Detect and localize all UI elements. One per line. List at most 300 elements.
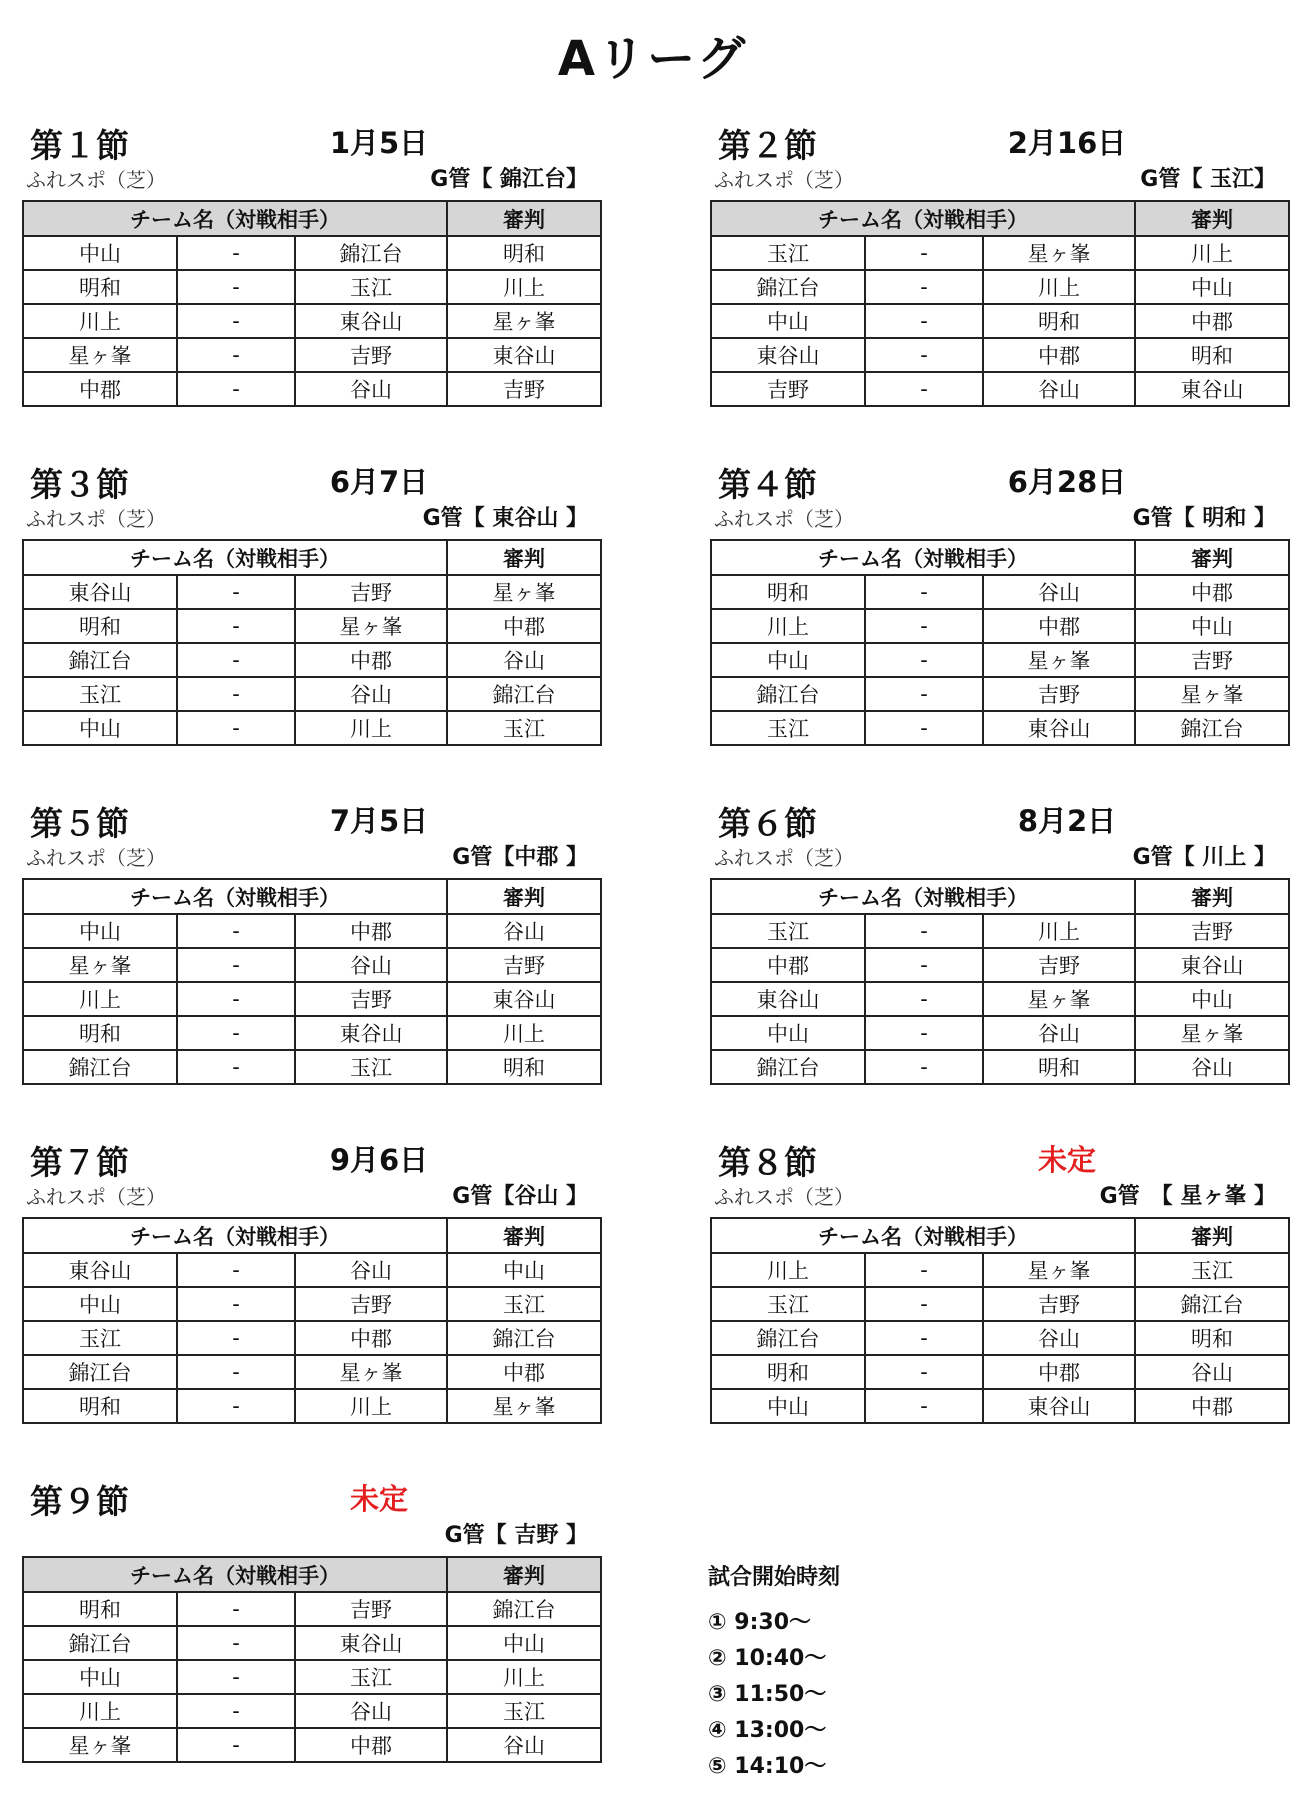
- home-team-cell: 中山: [23, 236, 177, 270]
- away-team-cell: 吉野: [295, 982, 447, 1016]
- referee-cell: 中郡: [1135, 575, 1289, 609]
- home-team-cell: 玉江: [711, 914, 865, 948]
- home-team-cell: 東谷山: [23, 575, 177, 609]
- versus-cell: -: [865, 1253, 983, 1287]
- home-team-cell: 錦江台: [711, 677, 865, 711]
- home-team-cell: 川上: [711, 609, 865, 643]
- home-team-cell: 明和: [23, 609, 177, 643]
- round-block: [22, 459, 600, 779]
- referee-cell: 東谷山: [447, 338, 601, 372]
- away-team-cell: 東谷山: [295, 304, 447, 338]
- versus-cell: -: [177, 1728, 295, 1762]
- away-team-cell: 吉野: [295, 338, 447, 372]
- round-label: 第１節: [30, 126, 129, 165]
- referee-cell: 星ヶ峯: [447, 575, 601, 609]
- home-team-cell: 中山: [711, 1389, 865, 1423]
- table-row: [23, 270, 601, 304]
- away-team-cell: 中郡: [983, 1355, 1135, 1389]
- table-row: [711, 1050, 1289, 1084]
- referee-cell: 星ヶ峯: [1135, 677, 1289, 711]
- table-row: [711, 1253, 1289, 1287]
- ground-manager: G管 【 星ヶ峯 】: [1099, 1184, 1276, 1209]
- schedule-table: [22, 539, 602, 746]
- round-block: [710, 1137, 1288, 1457]
- table-row: [23, 948, 601, 982]
- schedule-table: [22, 1217, 602, 1424]
- referee-cell: 錦江台: [447, 1592, 601, 1626]
- ground-manager: G管【谷山 】: [452, 1184, 588, 1209]
- start-time-item: ② 10:40～: [708, 1646, 827, 1671]
- home-team-cell: 中山: [23, 1660, 177, 1694]
- table-row: [23, 677, 601, 711]
- round-block: [22, 1476, 600, 1796]
- home-team-cell: 中山: [711, 304, 865, 338]
- round-label: 第４節: [718, 465, 817, 504]
- home-team-cell: 中山: [23, 1287, 177, 1321]
- referee-cell: 東谷山: [447, 982, 601, 1016]
- referee-cell: 吉野: [1135, 914, 1289, 948]
- versus-cell: -: [177, 711, 295, 745]
- referee-cell: 錦江台: [1135, 1287, 1289, 1321]
- away-team-cell: 東谷山: [983, 1389, 1135, 1423]
- versus-cell: -: [177, 1016, 295, 1050]
- away-team-cell: 中郡: [295, 643, 447, 677]
- home-team-cell: 中山: [23, 711, 177, 745]
- table-header-row: [23, 879, 601, 914]
- away-team-cell: 星ヶ峯: [983, 236, 1135, 270]
- referee-cell: 谷山: [447, 643, 601, 677]
- round-label: 第２節: [718, 126, 817, 165]
- versus-cell: -: [177, 236, 295, 270]
- table-header-row: [23, 540, 601, 575]
- home-team-cell: 玉江: [23, 1321, 177, 1355]
- table-row: [23, 304, 601, 338]
- versus-cell: -: [865, 1287, 983, 1321]
- ground-manager: G管【 玉江】: [1140, 167, 1276, 192]
- table-header-row: [23, 1218, 601, 1253]
- table-row: [23, 609, 601, 643]
- versus-cell: -: [865, 677, 983, 711]
- away-team-cell: 星ヶ峯: [295, 609, 447, 643]
- referee-cell: 星ヶ峯: [447, 1389, 601, 1423]
- round-label: 第５節: [30, 804, 129, 843]
- ground-manager: G管【 錦江台】: [430, 167, 588, 192]
- referee-cell: 中郡: [447, 609, 601, 643]
- header-referee: 審判: [1135, 1218, 1289, 1253]
- round-block: [22, 798, 600, 1118]
- referee-cell: 星ヶ峯: [447, 304, 601, 338]
- referee-cell: 吉野: [447, 948, 601, 982]
- referee-cell: 吉野: [1135, 643, 1289, 677]
- table-header-row: [23, 201, 601, 236]
- home-team-cell: 錦江台: [711, 1050, 865, 1084]
- start-time-item: ① 9:30～: [708, 1610, 812, 1635]
- round-label: 第９節: [30, 1482, 129, 1521]
- home-team-cell: 東谷山: [711, 982, 865, 1016]
- referee-cell: 錦江台: [447, 1321, 601, 1355]
- versus-cell: -: [865, 948, 983, 982]
- away-team-cell: 谷山: [983, 575, 1135, 609]
- versus-cell: -: [865, 304, 983, 338]
- table-row: [23, 1660, 601, 1694]
- table-row: [711, 609, 1289, 643]
- home-team-cell: 錦江台: [23, 1050, 177, 1084]
- ground-manager: G管【中郡 】: [452, 845, 588, 870]
- table-header-row: [711, 201, 1289, 236]
- header-referee: 審判: [447, 879, 601, 914]
- table-row: [23, 1253, 601, 1287]
- away-team-cell: 川上: [983, 270, 1135, 304]
- away-team-cell: 星ヶ峯: [983, 982, 1135, 1016]
- referee-cell: 川上: [447, 1016, 601, 1050]
- versus-cell: -: [177, 643, 295, 677]
- away-team-cell: 星ヶ峯: [983, 643, 1135, 677]
- referee-cell: 中山: [1135, 609, 1289, 643]
- round-block: [22, 120, 600, 440]
- table-row: [711, 1389, 1289, 1423]
- home-team-cell: 明和: [23, 1016, 177, 1050]
- versus-cell: -: [865, 711, 983, 745]
- table-row: [23, 1592, 601, 1626]
- versus-cell: -: [865, 1321, 983, 1355]
- versus-cell: -: [865, 609, 983, 643]
- table-row: [23, 711, 601, 745]
- referee-cell: 東谷山: [1135, 948, 1289, 982]
- table-row: [23, 372, 601, 406]
- round-block: [710, 120, 1288, 440]
- table-row: [711, 1355, 1289, 1389]
- table-row: [711, 982, 1289, 1016]
- referee-cell: 明和: [1135, 1321, 1289, 1355]
- referee-cell: 東谷山: [1135, 372, 1289, 406]
- schedule-table: [22, 1556, 602, 1763]
- schedule-table: [710, 539, 1290, 746]
- referee-cell: 谷山: [447, 914, 601, 948]
- table-row: [711, 677, 1289, 711]
- home-team-cell: 星ヶ峯: [23, 1728, 177, 1762]
- home-team-cell: 明和: [23, 1389, 177, 1423]
- referee-cell: 中山: [447, 1626, 601, 1660]
- table-row: [711, 711, 1289, 745]
- schedule-table: [710, 200, 1290, 407]
- away-team-cell: 中郡: [983, 609, 1135, 643]
- header-referee: 審判: [1135, 201, 1289, 236]
- versus-cell: -: [177, 270, 295, 304]
- table-row: [23, 982, 601, 1016]
- away-team-cell: 東谷山: [983, 711, 1135, 745]
- versus-cell: -: [177, 1050, 295, 1084]
- schedule-table: [22, 878, 602, 1085]
- start-time-item: ④ 13:00～: [708, 1718, 827, 1743]
- referee-cell: 玉江: [1135, 1253, 1289, 1287]
- round-date: 7月5日: [329, 804, 429, 838]
- away-team-cell: 錦江台: [295, 236, 447, 270]
- referee-cell: 玉江: [447, 1694, 601, 1728]
- away-team-cell: 東谷山: [295, 1016, 447, 1050]
- table-row: [23, 1016, 601, 1050]
- home-team-cell: 明和: [23, 1592, 177, 1626]
- referee-cell: 星ヶ峯: [1135, 1016, 1289, 1050]
- venue-label: ふれスポ（芝）: [26, 1185, 166, 1209]
- away-team-cell: 中郡: [295, 914, 447, 948]
- table-row: [711, 236, 1289, 270]
- venue-label: ふれスポ（芝）: [26, 846, 166, 870]
- round-date: 6月7日: [329, 465, 429, 499]
- away-team-cell: 川上: [295, 1389, 447, 1423]
- table-row: [23, 1728, 601, 1762]
- table-row: [23, 1694, 601, 1728]
- versus-cell: -: [177, 1253, 295, 1287]
- table-row: [711, 1287, 1289, 1321]
- referee-cell: 川上: [1135, 236, 1289, 270]
- versus-cell: -: [865, 338, 983, 372]
- home-team-cell: 明和: [711, 1355, 865, 1389]
- ground-manager: G管【 吉野 】: [444, 1523, 588, 1548]
- header-teams: チーム名（対戦相手）: [23, 879, 447, 914]
- round-block: [22, 1137, 600, 1457]
- away-team-cell: 星ヶ峯: [295, 1355, 447, 1389]
- round-date: 未定: [1037, 1143, 1096, 1177]
- referee-cell: 吉野: [447, 372, 601, 406]
- table-row: [711, 304, 1289, 338]
- referee-cell: 谷山: [1135, 1050, 1289, 1084]
- table-row: [711, 575, 1289, 609]
- ground-manager: G管【 明和 】: [1132, 506, 1276, 531]
- away-team-cell: 谷山: [983, 1016, 1135, 1050]
- start-times-title: 試合開始時刻: [708, 1565, 841, 1590]
- referee-cell: 中山: [1135, 982, 1289, 1016]
- table-header-row: [711, 879, 1289, 914]
- versus-cell: -: [177, 1626, 295, 1660]
- home-team-cell: 中山: [23, 914, 177, 948]
- versus-cell: -: [177, 1287, 295, 1321]
- schedule-table: [22, 200, 602, 407]
- versus-cell: -: [177, 1694, 295, 1728]
- home-team-cell: 川上: [23, 982, 177, 1016]
- versus-cell: -: [865, 270, 983, 304]
- table-row: [23, 236, 601, 270]
- home-team-cell: 東谷山: [711, 338, 865, 372]
- away-team-cell: 谷山: [295, 372, 447, 406]
- round-date: 1月5日: [329, 126, 429, 160]
- away-team-cell: 玉江: [295, 1660, 447, 1694]
- versus-cell: -: [865, 1050, 983, 1084]
- header-referee: 審判: [447, 1218, 601, 1253]
- versus-cell: -: [177, 338, 295, 372]
- table-header-row: [711, 540, 1289, 575]
- versus-cell: -: [865, 982, 983, 1016]
- referee-cell: 錦江台: [447, 677, 601, 711]
- versus-cell: -: [865, 643, 983, 677]
- venue-label: ふれスポ（芝）: [26, 168, 166, 192]
- header-teams: チーム名（対戦相手）: [23, 540, 447, 575]
- versus-cell: -: [177, 372, 295, 406]
- home-team-cell: 中山: [711, 643, 865, 677]
- start-times: [708, 1560, 840, 1785]
- away-team-cell: 谷山: [983, 1321, 1135, 1355]
- header-teams: チーム名（対戦相手）: [23, 201, 447, 236]
- away-team-cell: 谷山: [295, 1694, 447, 1728]
- header-teams: チーム名（対戦相手）: [711, 201, 1135, 236]
- away-team-cell: 玉江: [295, 270, 447, 304]
- away-team-cell: 明和: [983, 304, 1135, 338]
- referee-cell: 中郡: [447, 1355, 601, 1389]
- away-team-cell: 吉野: [983, 948, 1135, 982]
- schedule-table: [710, 878, 1290, 1085]
- table-row: [711, 338, 1289, 372]
- round-date: 9月6日: [329, 1143, 429, 1177]
- referee-cell: 玉江: [447, 711, 601, 745]
- header-teams: チーム名（対戦相手）: [23, 1557, 447, 1592]
- referee-cell: 川上: [447, 1660, 601, 1694]
- round-date: 未定: [349, 1482, 408, 1516]
- versus-cell: -: [865, 372, 983, 406]
- header-referee: 審判: [447, 1557, 601, 1592]
- table-row: [23, 1355, 601, 1389]
- venue-label: ふれスポ（芝）: [714, 168, 854, 192]
- versus-cell: -: [865, 1016, 983, 1050]
- round-date: 8月2日: [1017, 804, 1117, 838]
- home-team-cell: 錦江台: [711, 270, 865, 304]
- versus-cell: -: [177, 677, 295, 711]
- venue-label: ふれスポ（芝）: [26, 507, 166, 531]
- header-teams: チーム名（対戦相手）: [711, 879, 1135, 914]
- round-label: 第３節: [30, 465, 129, 504]
- table-row: [711, 914, 1289, 948]
- header-referee: 審判: [447, 201, 601, 236]
- away-team-cell: 吉野: [295, 575, 447, 609]
- table-row: [711, 643, 1289, 677]
- referee-cell: 中山: [1135, 270, 1289, 304]
- table-row: [711, 948, 1289, 982]
- versus-cell: -: [177, 914, 295, 948]
- header-referee: 審判: [1135, 879, 1289, 914]
- away-team-cell: 吉野: [295, 1592, 447, 1626]
- home-team-cell: 川上: [711, 1253, 865, 1287]
- home-team-cell: 錦江台: [23, 1355, 177, 1389]
- round-date: 6月28日: [1007, 465, 1127, 499]
- referee-cell: 中山: [447, 1253, 601, 1287]
- away-team-cell: 川上: [983, 914, 1135, 948]
- away-team-cell: 谷山: [983, 372, 1135, 406]
- venue-label: ふれスポ（芝）: [714, 846, 854, 870]
- referee-cell: 谷山: [1135, 1355, 1289, 1389]
- round-label: 第８節: [718, 1143, 817, 1182]
- home-team-cell: 玉江: [711, 236, 865, 270]
- home-team-cell: 星ヶ峯: [23, 338, 177, 372]
- versus-cell: -: [865, 914, 983, 948]
- header-teams: チーム名（対戦相手）: [711, 1218, 1135, 1253]
- home-team-cell: 錦江台: [23, 643, 177, 677]
- header-teams: チーム名（対戦相手）: [711, 540, 1135, 575]
- versus-cell: -: [177, 982, 295, 1016]
- away-team-cell: 東谷山: [295, 1626, 447, 1660]
- ground-manager: G管【 東谷山 】: [422, 506, 588, 531]
- venue-label: ふれスポ（芝）: [714, 507, 854, 531]
- home-team-cell: 川上: [23, 304, 177, 338]
- header-referee: 審判: [1135, 540, 1289, 575]
- table-row: [23, 575, 601, 609]
- versus-cell: -: [177, 575, 295, 609]
- round-date: 2月16日: [1007, 126, 1127, 160]
- home-team-cell: 玉江: [711, 1287, 865, 1321]
- table-row: [23, 1287, 601, 1321]
- versus-cell: -: [177, 304, 295, 338]
- away-team-cell: 中郡: [295, 1321, 447, 1355]
- away-team-cell: 吉野: [983, 677, 1135, 711]
- table-row: [23, 1626, 601, 1660]
- versus-cell: -: [865, 236, 983, 270]
- versus-cell: -: [177, 1660, 295, 1694]
- referee-cell: 明和: [1135, 338, 1289, 372]
- away-team-cell: 明和: [983, 1050, 1135, 1084]
- home-team-cell: 明和: [711, 575, 865, 609]
- versus-cell: -: [865, 575, 983, 609]
- table-row: [23, 643, 601, 677]
- referee-cell: 明和: [447, 236, 601, 270]
- away-team-cell: 中郡: [295, 1728, 447, 1762]
- home-team-cell: 中山: [711, 1016, 865, 1050]
- home-team-cell: 明和: [23, 270, 177, 304]
- versus-cell: -: [865, 1389, 983, 1423]
- versus-cell: -: [177, 1592, 295, 1626]
- referee-cell: 中郡: [1135, 1389, 1289, 1423]
- start-time-item: ⑤ 14:10～: [708, 1754, 827, 1779]
- table-row: [23, 1050, 601, 1084]
- referee-cell: 川上: [447, 270, 601, 304]
- home-team-cell: 吉野: [711, 372, 865, 406]
- referee-cell: 谷山: [447, 1728, 601, 1762]
- versus-cell: -: [177, 1355, 295, 1389]
- table-row: [711, 270, 1289, 304]
- schedule-table: [710, 1217, 1290, 1424]
- home-team-cell: 川上: [23, 1694, 177, 1728]
- referee-cell: 中郡: [1135, 304, 1289, 338]
- referee-cell: 錦江台: [1135, 711, 1289, 745]
- table-row: [711, 372, 1289, 406]
- home-team-cell: 玉江: [23, 677, 177, 711]
- round-label: 第６節: [718, 804, 817, 843]
- referee-cell: 玉江: [447, 1287, 601, 1321]
- round-label: 第７節: [30, 1143, 129, 1182]
- versus-cell: -: [177, 609, 295, 643]
- home-team-cell: 東谷山: [23, 1253, 177, 1287]
- away-team-cell: 川上: [295, 711, 447, 745]
- referee-cell: 明和: [447, 1050, 601, 1084]
- table-row: [711, 1321, 1289, 1355]
- home-team-cell: 中郡: [23, 372, 177, 406]
- home-team-cell: 中郡: [711, 948, 865, 982]
- home-team-cell: 錦江台: [711, 1321, 865, 1355]
- away-team-cell: 谷山: [295, 677, 447, 711]
- versus-cell: -: [177, 948, 295, 982]
- table-row: [23, 1389, 601, 1423]
- table-row: [23, 338, 601, 372]
- home-team-cell: 錦江台: [23, 1626, 177, 1660]
- venue-label: ふれスポ（芝）: [714, 1185, 854, 1209]
- round-block: [710, 459, 1288, 779]
- versus-cell: -: [865, 1355, 983, 1389]
- home-team-cell: 星ヶ峯: [23, 948, 177, 982]
- start-time-item: ③ 11:50～: [708, 1682, 827, 1707]
- table-row: [711, 1016, 1289, 1050]
- ground-manager: G管【 川上 】: [1132, 845, 1276, 870]
- page-title: Aリーグ: [557, 31, 748, 87]
- away-team-cell: 玉江: [295, 1050, 447, 1084]
- away-team-cell: 星ヶ峯: [983, 1253, 1135, 1287]
- table-row: [23, 1321, 601, 1355]
- away-team-cell: 谷山: [295, 948, 447, 982]
